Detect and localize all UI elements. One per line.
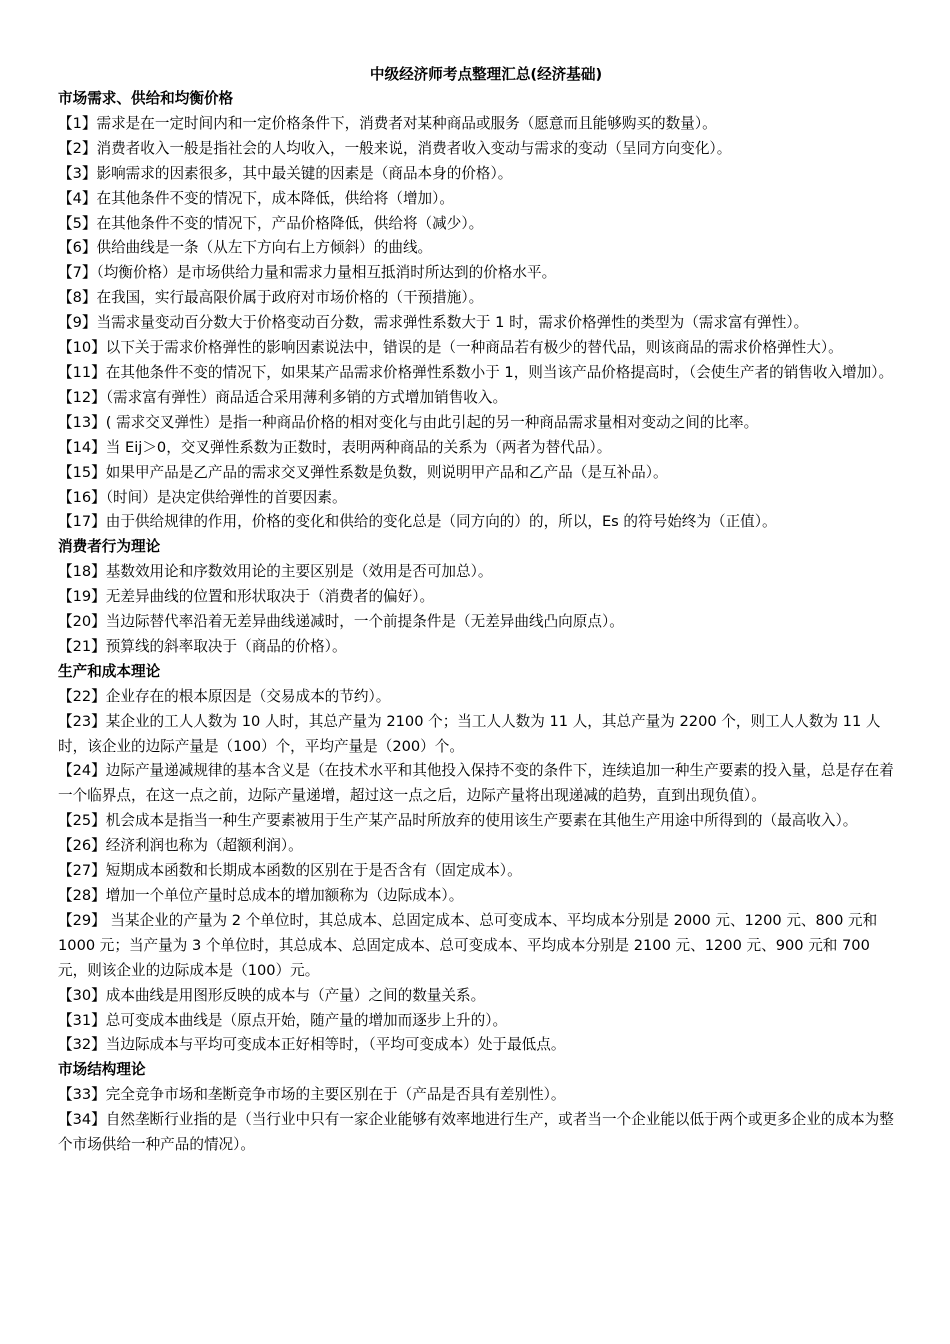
list-item: 【19】无差异曲线的位置和形状取决于（消费者的偏好）。 [58, 588, 435, 606]
list-item: 【30】成本曲线是用图形反映的成本与（产量）之间的数量关系。 [58, 986, 486, 1004]
list-item: 【10】以下关于需求价格弹性的影响因素说法中，错误的是（一种商品若有极少的替代品，则该商品的需求价格弹性大）。 [58, 339, 843, 357]
list-item: 【24】边际产量递减规律的基本含义是（在技术水平和其他投入保持不变的条件下，连续追加一种生产要素的投入量，总是存在着一个临界点，在这一点之前，边际产量递增，超过这一点之后，边际产量将出现递减的趋势，直到出现负值）。 [58, 762, 894, 805]
list-item: 【2】消费者收入一般是指社会的人均收入，一般来说，消费者收入变动与需求的变动（呈同方向变化）。 [58, 139, 732, 157]
list-item: 【28】增加一个单位产量时总成本的增加额称为（边际成本）。 [58, 887, 464, 904]
list-item: 【22】企业存在的根本原因是（交易成本的节约）。 [58, 687, 391, 705]
list-item: 【20】当边际替代率沿着无差异曲线递减时，一个前提条件是（无差异曲线凸向原点）。 [58, 613, 624, 631]
list-item: 【23】某企业的工人人数为 10 人时，其总产量为 2100 个；当工人人数为 11 人，其总产量为 2200 个，则工人人数为 11 人时，该企业的边际产量是（100）个，平均产量是（200）个。 [58, 712, 881, 755]
list-item: 【3】影响需求的因素很多，其中最关键的因素是（商品本身的价格）。 [58, 164, 513, 182]
list-item: 【11】在其他条件不变的情况下，如果某产品需求价格弹性系数小于 1，则当该产品价格提高时，（会使生产者的销售收入增加）。 [58, 363, 894, 381]
list-item: 【34】自然垄断行业指的是（当行业中只有一家企业能够有效率地进行生产，或者当一个企业能以低于两个或更多企业的成本为整个市场供给一种产品的情况）。 [58, 1111, 894, 1154]
section-heading: 消费者行为理论 [58, 538, 161, 556]
list-item: 【27】短期成本函数和长期成本函数的区别在于是否含有（固定成本）。 [58, 862, 522, 880]
list-item: 【21】预算线的斜率取决于（商品的价格）。 [58, 637, 347, 655]
list-item: 【29】 当某企业的产量为 2 个单位时，其总成本、总固定成本、总可变成本、平均成本分别是 2000 元、1200 元、800 元和 1000 元；当产量为 3 个单位时，其总成本、总固定成本、总可变成本、平均成本分别是 2100 元、1200 元、900 元和 700 元，则该企业的边际成本是（100）元。 [58, 911, 878, 979]
section-heading: 市场结构理论 [58, 1061, 146, 1079]
list-item: 【13】( 需求交叉弹性）是指一种商品价格的相对变化与由此引起的另一种商品需求量相对变动之间的比率。 [58, 413, 759, 431]
list-item: 【26】经济利润也称为（超额利润）。 [58, 837, 303, 855]
list-item: 【1】需求是在一定时间内和一定价格条件下，消费者对某种商品或服务（愿意而且能够购买的数量）。 [58, 114, 717, 132]
list-item: 【17】由于供给规律的作用，价格的变化和供给的变化总是（同方向的）的，所以，Es 的符号始终为（正值）。 [58, 513, 777, 531]
list-item: 【32】当边际成本与平均可变成本正好相等时，（平均可变成本）处于最低点。 [58, 1036, 566, 1054]
list-item: 【12】（需求富有弹性）商品适合采用薄利多销的方式增加销售收入。 [58, 388, 508, 406]
list-item: 【15】如果甲产品是乙产品的需求交叉弹性系数是负数，则说明甲产品和乙产品（是互补品）。 [58, 463, 668, 481]
list-item: 【14】当 Eij＞0，交叉弹性系数为正数时，表明两种商品的关系为（两者为替代品）。 [58, 438, 612, 456]
list-item: 【8】在我国，实行最高限价属于政府对市场价格的（干预措施）。 [58, 289, 484, 307]
list-item: 【9】当需求量变动百分数大于价格变动百分数，需求弹性系数大于 1 时，需求价格弹性的类型为（需求富有弹性）。 [58, 314, 809, 332]
list-item: 【31】总可变成本曲线是（原点开始，随产量的增加而逐步上升的）。 [58, 1011, 508, 1029]
list-item: 【16】（时间）是决定供给弹性的首要因素。 [58, 488, 347, 506]
section-heading: 市场需求、供给和均衡价格 [58, 90, 234, 107]
list-item: 【4】在其他条件不变的情况下，成本降低，供给将（增加）。 [58, 189, 455, 207]
list-item: 【7】（均衡价格）是市场供给力量和需求力量相互抵消时所达到的价格水平。 [58, 264, 557, 282]
list-item: 【33】完全竞争市场和垄断竞争市场的主要区别在于（产品是否具有差别性）。 [58, 1086, 566, 1104]
section-heading: 生产和成本理论 [58, 662, 161, 680]
list-item: 【6】供给曲线是一条（从左下方向右上方倾斜）的曲线。 [58, 239, 433, 257]
list-item: 【18】基数效用论和序数效用论的主要区别是（效用是否可加总）。 [58, 563, 493, 581]
list-item: 【25】机会成本是指当一种生产要素被用于生产某产品时所放弃的使用该生产要素在其他生产用途中所得到的（最高收入）。 [58, 812, 858, 830]
document-title: 中级经济师考点整理汇总(经济基础) [369, 66, 603, 83]
list-item: 【5】在其他条件不变的情况下，产品价格降低，供给将（减少）。 [58, 214, 484, 232]
